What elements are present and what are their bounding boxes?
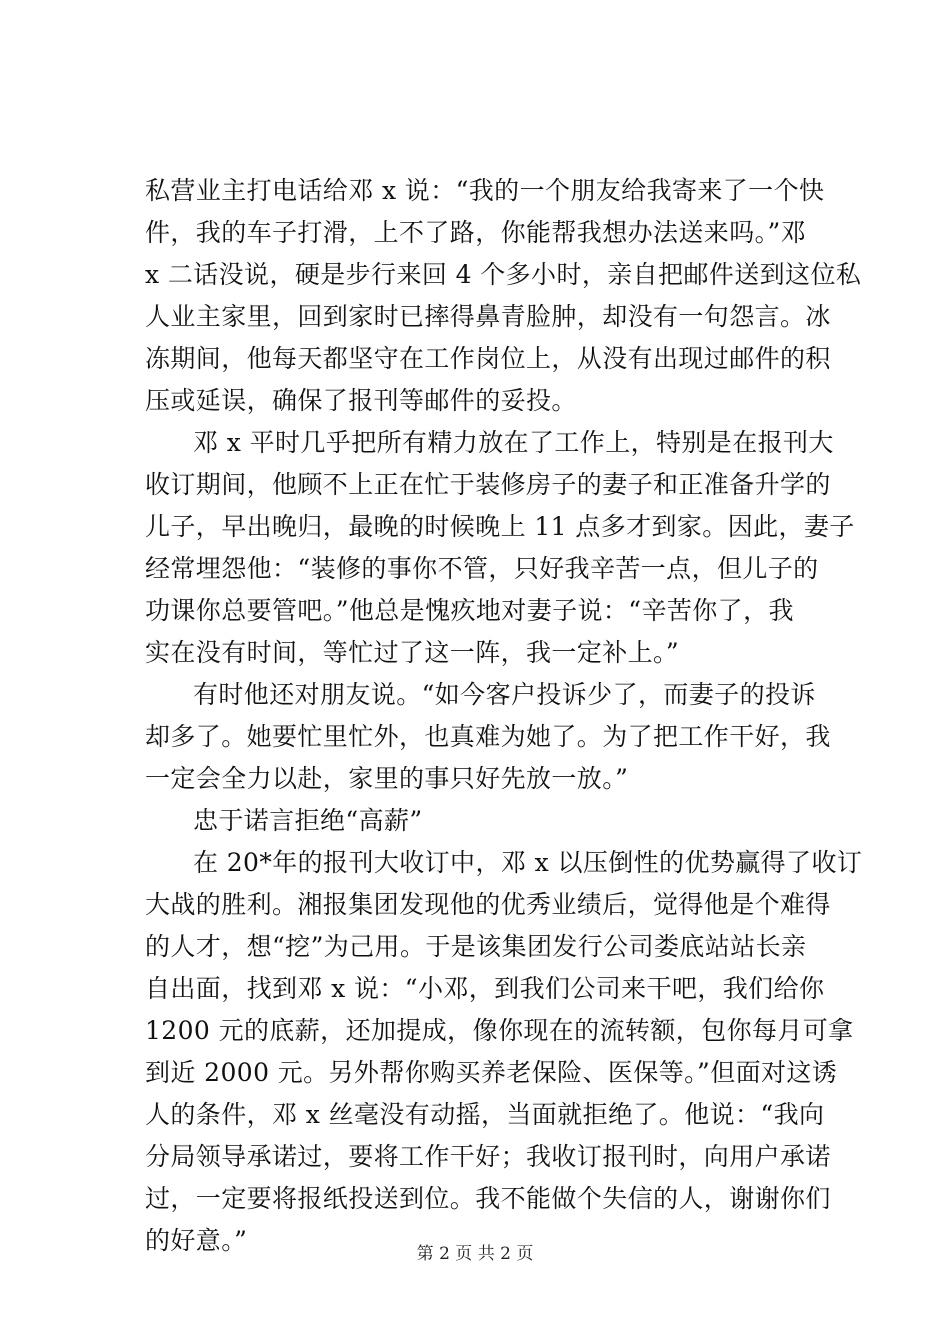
text-line-3: x 二话没说，硬是步行来回 4 个多小时，亲自把邮件送到这位私: [145, 260, 862, 289]
page-number-footer: 第 2 页 共 2 页: [416, 1244, 534, 1264]
text-line-7: 邓 x 平时几乎把所有精力放在了工作上，特别是在报刊大: [193, 428, 834, 457]
text-line-19: 的人才，想“挖”为己用。于是该集团发行公司娄底站站长亲: [145, 932, 807, 961]
text-line-6: 压或延误，确保了报刊等邮件的妥投。: [145, 386, 577, 415]
text-line-8: 收订期间，他顾不上正在忙于装修房子的妻子和正准备升学的: [145, 470, 831, 499]
text-line-21: 1200 元的底薪，还加提成，像你现在的流转额，包你每月可拿: [145, 1016, 854, 1045]
text-line-18: 大战的胜利。湘报集团发现他的优秀业绩后，觉得他是个难得: [145, 890, 831, 919]
text-line-14: 却多了。她要忙里忙外，也真难为她了。为了把工作干好，我: [145, 722, 831, 751]
text-line-11: 功课你总要管吧。”他总是愧疚地对妻子说：“辛苦你了，我: [145, 596, 794, 625]
text-line-15: 一定会全力以赴，家里的事只好先放一放。”: [145, 764, 629, 793]
text-line-9: 儿子，早出晚归，最晚的时候晚上 11 点多才到家。因此，妻子: [145, 512, 855, 541]
text-line-22: 到近 2000 元。另外帮你购买养老保险、医保等。”但面对这诱: [145, 1058, 838, 1087]
text-line-17: 在 20*年的报刊大收订中，邓 x 以压倒性的优势赢得了收订: [193, 848, 863, 877]
text-line-10: 经常埋怨他：“装修的事你不管，只好我辛苦一点，但儿子的: [145, 554, 819, 583]
text-line-12: 实在没有时间，等忙过了这一阵，我一定补上。”: [145, 638, 680, 667]
text-line-13: 有时他还对朋友说。“如今客户投诉少了，而妻子的投诉: [193, 680, 816, 709]
text-line-2: 件，我的车子打滑，上不了路，你能帮我想办法送来吗。”邓: [145, 218, 807, 247]
text-line-26: 的好意。”: [145, 1226, 248, 1255]
text-line-23: 人的条件，邓 x 丝毫没有动摇，当面就拒绝了。他说：“我向: [145, 1100, 825, 1129]
text-line-5: 冻期间，他每天都坚守在工作岗位上，从没有出现过邮件的积: [145, 344, 831, 373]
text-line-25: 过，一定要将报纸投送到位。我不能做个失信的人，谢谢你们: [145, 1184, 831, 1213]
text-line-4: 人业主家里，回到家时已摔得鼻青脸肿，却没有一句怨言。冰: [145, 302, 831, 331]
text-line-24: 分局领导承诺过，要将工作干好；我收订报刊时，向用户承诺: [145, 1142, 831, 1171]
text-line-20: 自出面，找到邓 x 说：“小邓，到我们公司来干吧，我们给你: [145, 974, 825, 1003]
text-line-1: 私营业主打电话给邓 x 说：“我的一个朋友给我寄来了一个快: [145, 176, 825, 205]
section-heading: 忠于诺言拒绝“高薪”: [193, 806, 423, 835]
body-text: [145, 170, 863, 1262]
